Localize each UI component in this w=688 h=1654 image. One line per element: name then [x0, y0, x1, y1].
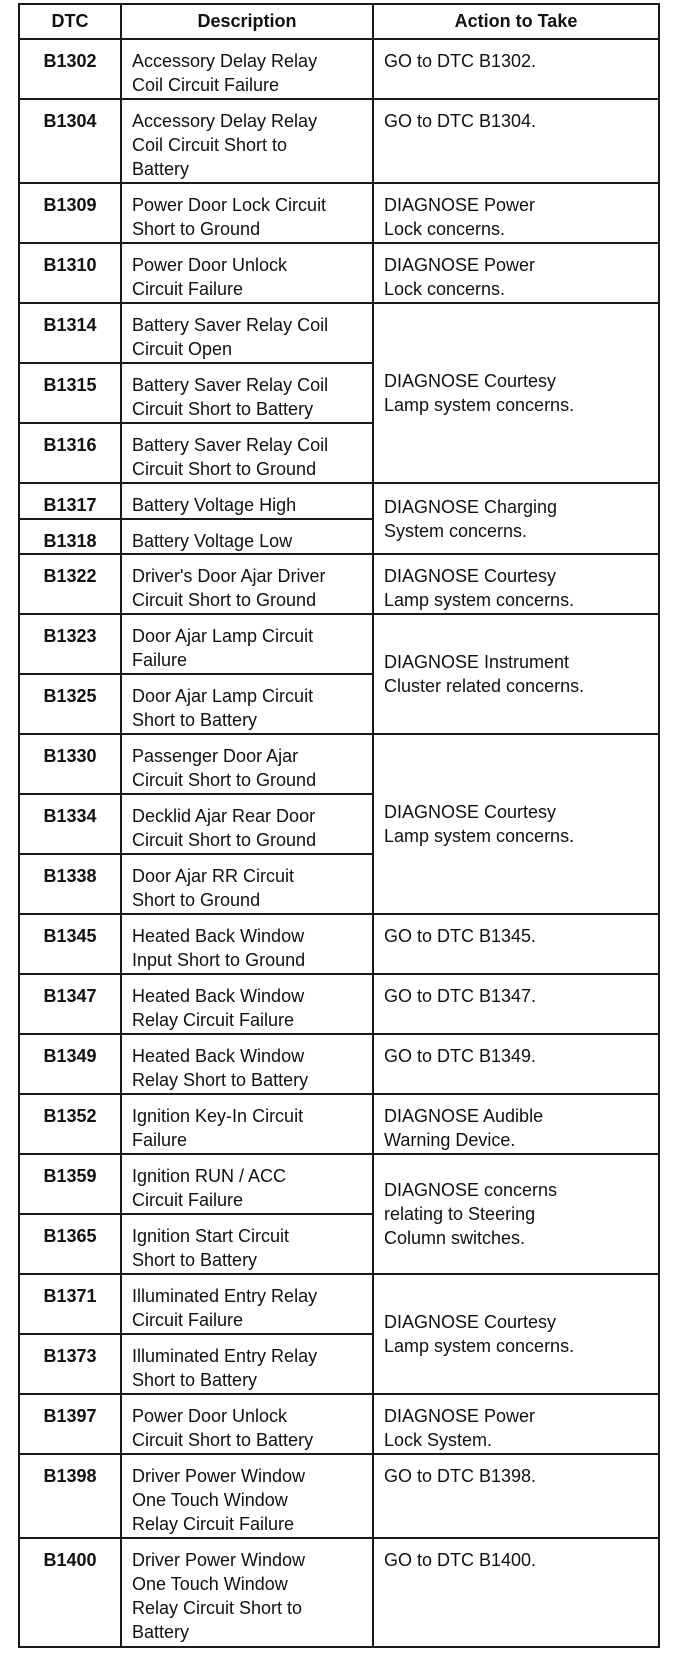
- table-row: [19, 1454, 659, 1538]
- dtc-description: Driver Power Window One Touch Window Relay Circuit Failure: [121, 1454, 373, 1538]
- dtc-code: B1316: [19, 423, 121, 483]
- action-to-take: DIAGNOSE Courtesy Lamp system concerns.: [373, 303, 659, 483]
- dtc-table: [18, 3, 660, 1648]
- table-row: [19, 1034, 659, 1094]
- dtc-code: B1315: [19, 363, 121, 423]
- dtc-description: Power Door Unlock Circuit Failure: [121, 243, 373, 303]
- table-row: [19, 974, 659, 1034]
- dtc-description: Power Door Lock Circuit Short to Ground: [121, 183, 373, 243]
- dtc-code: B1352: [19, 1094, 121, 1154]
- action-to-take: DIAGNOSE Courtesy Lamp system concerns.: [373, 1274, 659, 1394]
- dtc-table-body: [19, 39, 659, 1647]
- action-to-take: DIAGNOSE Audible Warning Device.: [373, 1094, 659, 1154]
- dtc-description: Accessory Delay Relay Coil Circuit Failure: [121, 39, 373, 99]
- dtc-code: B1345: [19, 914, 121, 974]
- action-to-take: DIAGNOSE Courtesy Lamp system concerns.: [373, 554, 659, 614]
- table-row: [19, 614, 659, 674]
- action-to-take: GO to DTC B1347.: [373, 974, 659, 1034]
- dtc-code: B1371: [19, 1274, 121, 1334]
- action-to-take: DIAGNOSE Courtesy Lamp system concerns.: [373, 734, 659, 914]
- dtc-code: B1349: [19, 1034, 121, 1094]
- action-to-take: DIAGNOSE Power Lock concerns.: [373, 183, 659, 243]
- table-row: [19, 554, 659, 614]
- table-row: [19, 99, 659, 183]
- action-to-take: DIAGNOSE Instrument Cluster related concerns.: [373, 614, 659, 734]
- description-column-header: Description: [121, 4, 373, 39]
- dtc-description: Decklid Ajar Rear Door Circuit Short to Ground: [121, 794, 373, 854]
- dtc-code: B1365: [19, 1214, 121, 1274]
- dtc-code: B1318: [19, 519, 121, 555]
- header-row: [19, 4, 659, 39]
- dtc-code: B1323: [19, 614, 121, 674]
- dtc-code: B1359: [19, 1154, 121, 1214]
- dtc-code: B1338: [19, 854, 121, 914]
- action-to-take: GO to DTC B1349.: [373, 1034, 659, 1094]
- dtc-code: B1334: [19, 794, 121, 854]
- dtc-description: Illuminated Entry Relay Circuit Failure: [121, 1274, 373, 1334]
- table-row: [19, 734, 659, 794]
- dtc-code: B1397: [19, 1394, 121, 1454]
- dtc-description: Battery Saver Relay Coil Circuit Short to Battery: [121, 363, 373, 423]
- dtc-description: Battery Saver Relay Coil Circuit Short to Ground: [121, 423, 373, 483]
- dtc-description: Passenger Door Ajar Circuit Short to Ground: [121, 734, 373, 794]
- action-to-take: GO to DTC B1302.: [373, 39, 659, 99]
- table-row: [19, 1394, 659, 1454]
- action-to-take: GO to DTC B1345.: [373, 914, 659, 974]
- action-to-take: DIAGNOSE Power Lock concerns.: [373, 243, 659, 303]
- dtc-code: B1373: [19, 1334, 121, 1394]
- action-to-take: GO to DTC B1398.: [373, 1454, 659, 1538]
- action-to-take: DIAGNOSE Charging System concerns.: [373, 483, 659, 554]
- table-row: [19, 914, 659, 974]
- dtc-description: Heated Back Window Relay Circuit Failure: [121, 974, 373, 1034]
- dtc-description: Door Ajar Lamp Circuit Short to Battery: [121, 674, 373, 734]
- dtc-code: B1309: [19, 183, 121, 243]
- dtc-code: B1302: [19, 39, 121, 99]
- dtc-code: B1317: [19, 483, 121, 519]
- action-to-take: GO to DTC B1400.: [373, 1538, 659, 1647]
- table-row: [19, 1274, 659, 1334]
- dtc-code: B1325: [19, 674, 121, 734]
- action-to-take: DIAGNOSE concerns relating to Steering Column switches.: [373, 1154, 659, 1274]
- table-row: [19, 1154, 659, 1214]
- dtc-description: Driver Power Window One Touch Window Relay Circuit Short to Battery: [121, 1538, 373, 1647]
- table-row: [19, 483, 659, 519]
- dtc-column-header: DTC: [19, 4, 121, 39]
- dtc-description: Power Door Unlock Circuit Short to Battery: [121, 1394, 373, 1454]
- dtc-code: B1310: [19, 243, 121, 303]
- table-row: [19, 1094, 659, 1154]
- dtc-description: Illuminated Entry Relay Short to Battery: [121, 1334, 373, 1394]
- dtc-description: Accessory Delay Relay Coil Circuit Short to Battery: [121, 99, 373, 183]
- dtc-description: Battery Voltage High: [121, 483, 373, 519]
- dtc-description: Door Ajar Lamp Circuit Failure: [121, 614, 373, 674]
- dtc-description: Battery Voltage Low: [121, 519, 373, 555]
- action-to-take: GO to DTC B1304.: [373, 99, 659, 183]
- table-row: [19, 1538, 659, 1647]
- dtc-code: B1398: [19, 1454, 121, 1538]
- dtc-code: B1304: [19, 99, 121, 183]
- dtc-description: Ignition Start Circuit Short to Battery: [121, 1214, 373, 1274]
- dtc-code: B1314: [19, 303, 121, 363]
- table-row: [19, 183, 659, 243]
- table-row: [19, 243, 659, 303]
- dtc-description: Heated Back Window Input Short to Ground: [121, 914, 373, 974]
- dtc-description: Battery Saver Relay Coil Circuit Open: [121, 303, 373, 363]
- table-row: [19, 39, 659, 99]
- dtc-description: Driver's Door Ajar Driver Circuit Short to Ground: [121, 554, 373, 614]
- action-column-header: Action to Take: [373, 4, 659, 39]
- action-to-take: DIAGNOSE Power Lock System.: [373, 1394, 659, 1454]
- dtc-code: B1347: [19, 974, 121, 1034]
- dtc-description: Heated Back Window Relay Short to Battery: [121, 1034, 373, 1094]
- table-row: [19, 303, 659, 363]
- dtc-code: B1400: [19, 1538, 121, 1647]
- dtc-description: Door Ajar RR Circuit Short to Ground: [121, 854, 373, 914]
- dtc-description: Ignition RUN / ACC Circuit Failure: [121, 1154, 373, 1214]
- dtc-description: Ignition Key-In Circuit Failure: [121, 1094, 373, 1154]
- dtc-code: B1322: [19, 554, 121, 614]
- dtc-code: B1330: [19, 734, 121, 794]
